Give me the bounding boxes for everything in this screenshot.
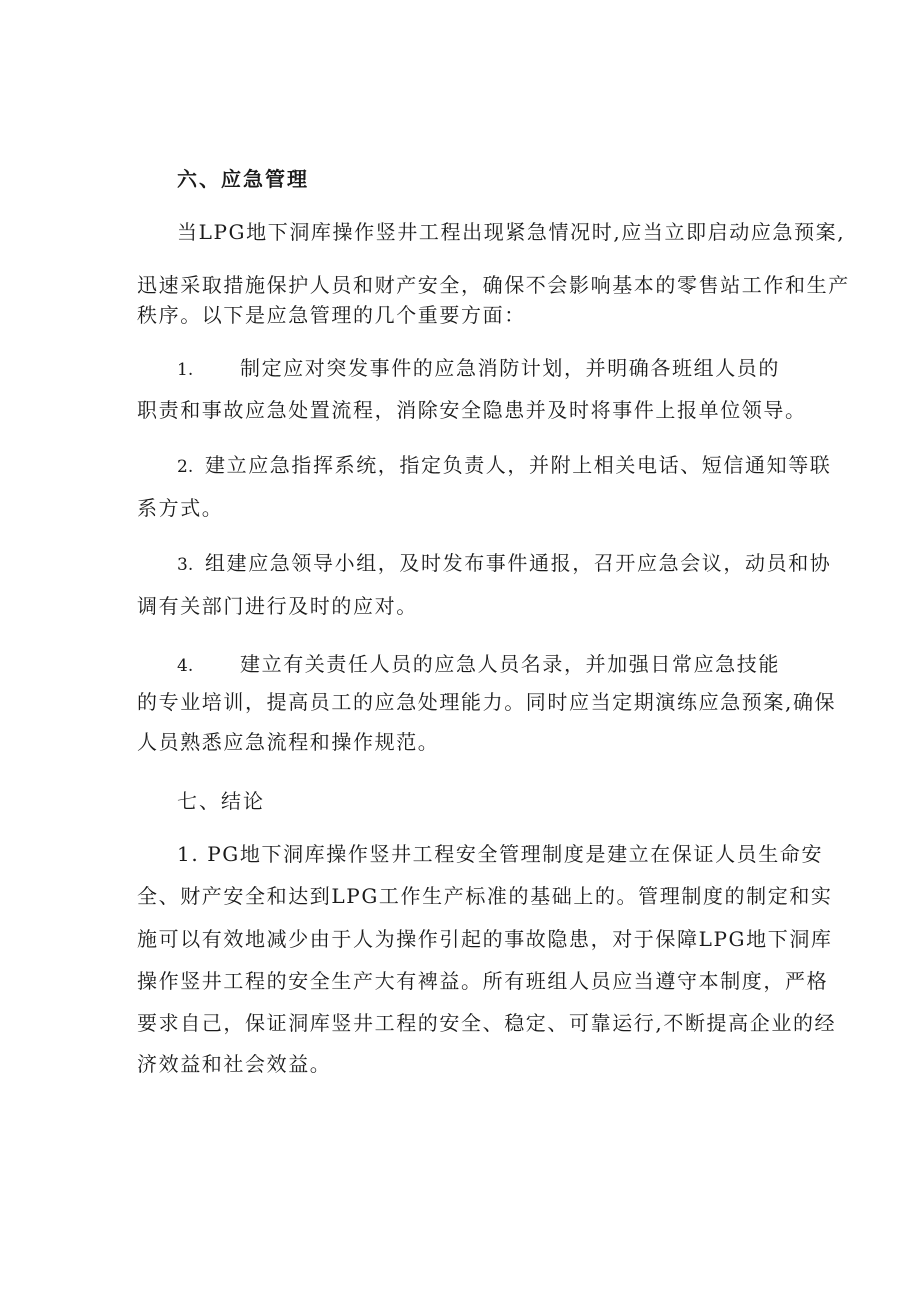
list-item-line: 系方式。 — [137, 496, 224, 520]
list-item-number: 3. — [177, 555, 194, 575]
conclusion-line-5: 要求自己，保证洞库竖井工程的安全、稳定、可靠运行,不断提高企业的经 — [137, 1011, 837, 1035]
list-item-line: 建立有关责任人员的应急人员名录，并加强日常应急技能 — [240, 652, 780, 676]
list-item-line: 调有关部门进行及时的应对。 — [137, 594, 418, 618]
section-heading-emergency: 六、应急管理 — [177, 167, 309, 191]
list-item-line: 职责和事故应急处置流程，消除安全隐患并及时将事件上报单位领导。 — [137, 398, 807, 422]
list-item-number: 4. — [177, 656, 194, 676]
list-item-number: 2. — [177, 457, 194, 477]
list-item-number: 1. — [177, 360, 194, 380]
list-item-line: 制定应对突发事件的应急消防计划，并明确各班组人员的 — [240, 356, 780, 380]
list-item-line: 人员熟悉应急流程和操作规范。 — [137, 730, 440, 754]
list-item-line: 组建应急领导小组，及时发布事件通报，召开应急会议，动员和协 — [205, 551, 832, 575]
section-heading-conclusion: 七、结论 — [177, 789, 265, 813]
conclusion-line-4: 操作竖井工程的安全生产大有裨益。所有班组人员应当遵守本制度，严格 — [137, 969, 829, 993]
list-item-line: 建立应急指挥系统，指定负责人，并附上相关电话、短信通知等联 — [205, 453, 832, 477]
conclusion-line-1: 1. PG地下洞库操作竖井工程安全管理制度是建立在保证人员生命安 — [177, 842, 824, 866]
conclusion-line-3: 施可以有效地减少由于人为操作引起的事故隐患，对于保障LPG地下洞库 — [137, 927, 833, 951]
conclusion-line-2: 全、财产安全和达到LPG工作生产标准的基础上的。管理制度的制定和实 — [137, 884, 833, 908]
conclusion-line-6: 济效益和社会效益。 — [137, 1052, 332, 1076]
intro-line-2: 迅速采取措施保护人员和财产安全，确保不会影响基本的零售站工作和生产 — [137, 273, 850, 297]
list-item-line: 的专业培训，提高员工的应急处理能力。同时应当定期演练应急预案,确保 — [137, 690, 837, 714]
intro-line-3: 秩序。以下是应急管理的几个重要方面： — [137, 303, 526, 327]
intro-line-1: 当LPG地下洞库操作竖井工程出现紧急情况时,应当立即启动应急预案, — [177, 220, 846, 244]
